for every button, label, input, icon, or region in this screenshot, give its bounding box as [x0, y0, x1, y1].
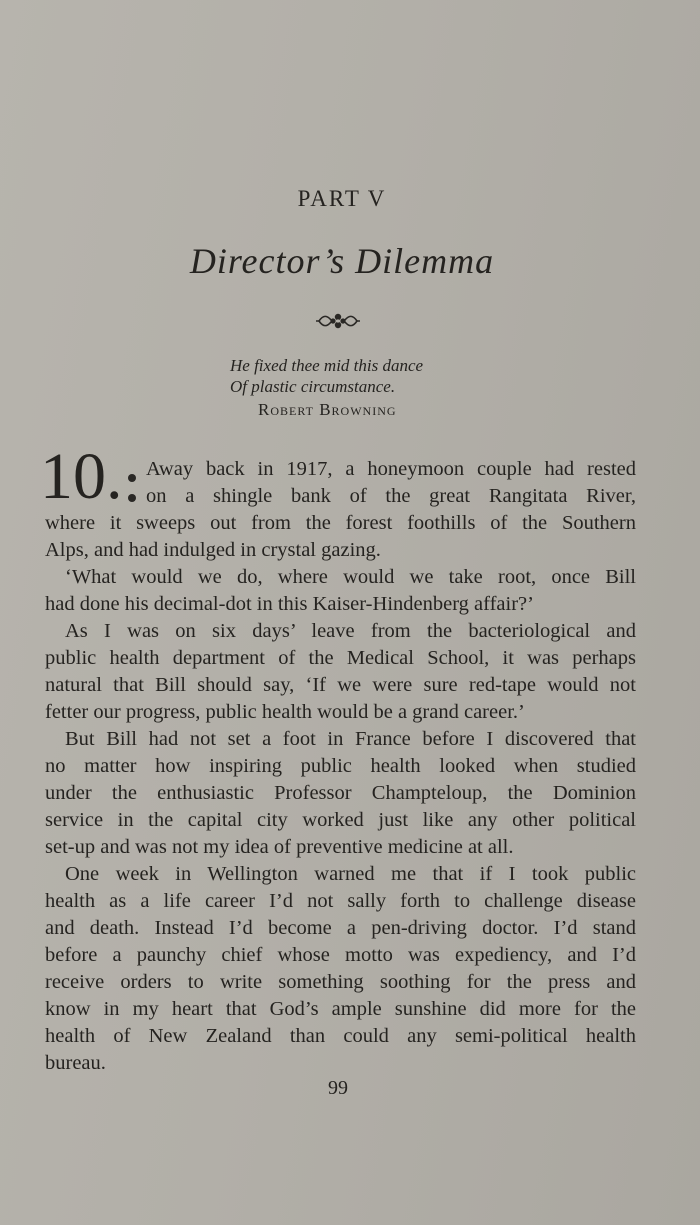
epigraph — [230, 355, 423, 397]
chapter-title: Director’s Dilemma — [189, 241, 495, 281]
drop-dot-upper — [128, 474, 136, 482]
drop-dot-lower — [128, 494, 136, 502]
body-line: ‘What would we do, where would we take root, once Bill — [65, 566, 636, 588]
epigraph-line-1: He fixed thee mid this dance — [230, 356, 424, 375]
body-line: and death. Instead I’d become a pen-driving doctor. I’d stand — [45, 917, 636, 939]
body-line: set-up and was not my idea of preventive medicine at all. — [45, 836, 514, 858]
body-line: public health department of the Medical School, it was perhaps — [45, 647, 636, 669]
body-line: Away back in 1917, a honeymoon couple had rested — [146, 458, 636, 480]
body-line: Alps, and had indulged in crystal gazing. — [45, 539, 381, 561]
epigraph-line-2: Of plastic circumstance. — [230, 377, 396, 396]
body-line: fetter our progress, public health would be a grand career.’ — [45, 701, 525, 723]
body-line: One week in Wellington warned me that if I took public — [65, 863, 636, 885]
body-line: But Bill had not set a foot in France before I discovered that — [65, 728, 636, 750]
chapter-number: 10. — [40, 440, 123, 513]
body-line: know in my heart that God’s ample sunshine did more for the — [45, 998, 636, 1020]
body-line: under the enthusiastic Professor Champteloup, the Dominion — [45, 782, 636, 804]
body-line: before a paunchy chief whose motto was expediency, and I’d — [45, 944, 636, 966]
body-line: had done his decimal-dot in this Kaiser-Hindenberg affair?’ — [45, 593, 534, 615]
epigraph-attribution: Robert Browning — [258, 400, 397, 419]
page-number: 99 — [328, 1077, 348, 1099]
part-heading: PART V — [297, 186, 387, 211]
body-line: health of New Zealand than could any semi-political health — [45, 1025, 636, 1047]
body-line: As I was on six days’ leave from the bacteriological and — [65, 620, 636, 642]
body-line: health as a life career I’d not sally forth to challenge disease — [45, 890, 636, 912]
body-line: on a shingle bank of the great Rangitata River, — [146, 485, 636, 507]
body-line: where it sweeps out from the forest foothills of the Southern — [45, 512, 636, 534]
body-line: bureau. — [45, 1052, 106, 1074]
body-line: natural that Bill should say, ‘If we were sure red-tape would not — [45, 674, 636, 696]
body-line: no matter how inspiring public health looked when studied — [45, 755, 636, 777]
body-line: receive orders to write something soothing for the press and — [45, 971, 636, 993]
floral-ornament-icon — [315, 309, 361, 333]
body-line: service in the capital city worked just like any other political — [45, 809, 636, 831]
